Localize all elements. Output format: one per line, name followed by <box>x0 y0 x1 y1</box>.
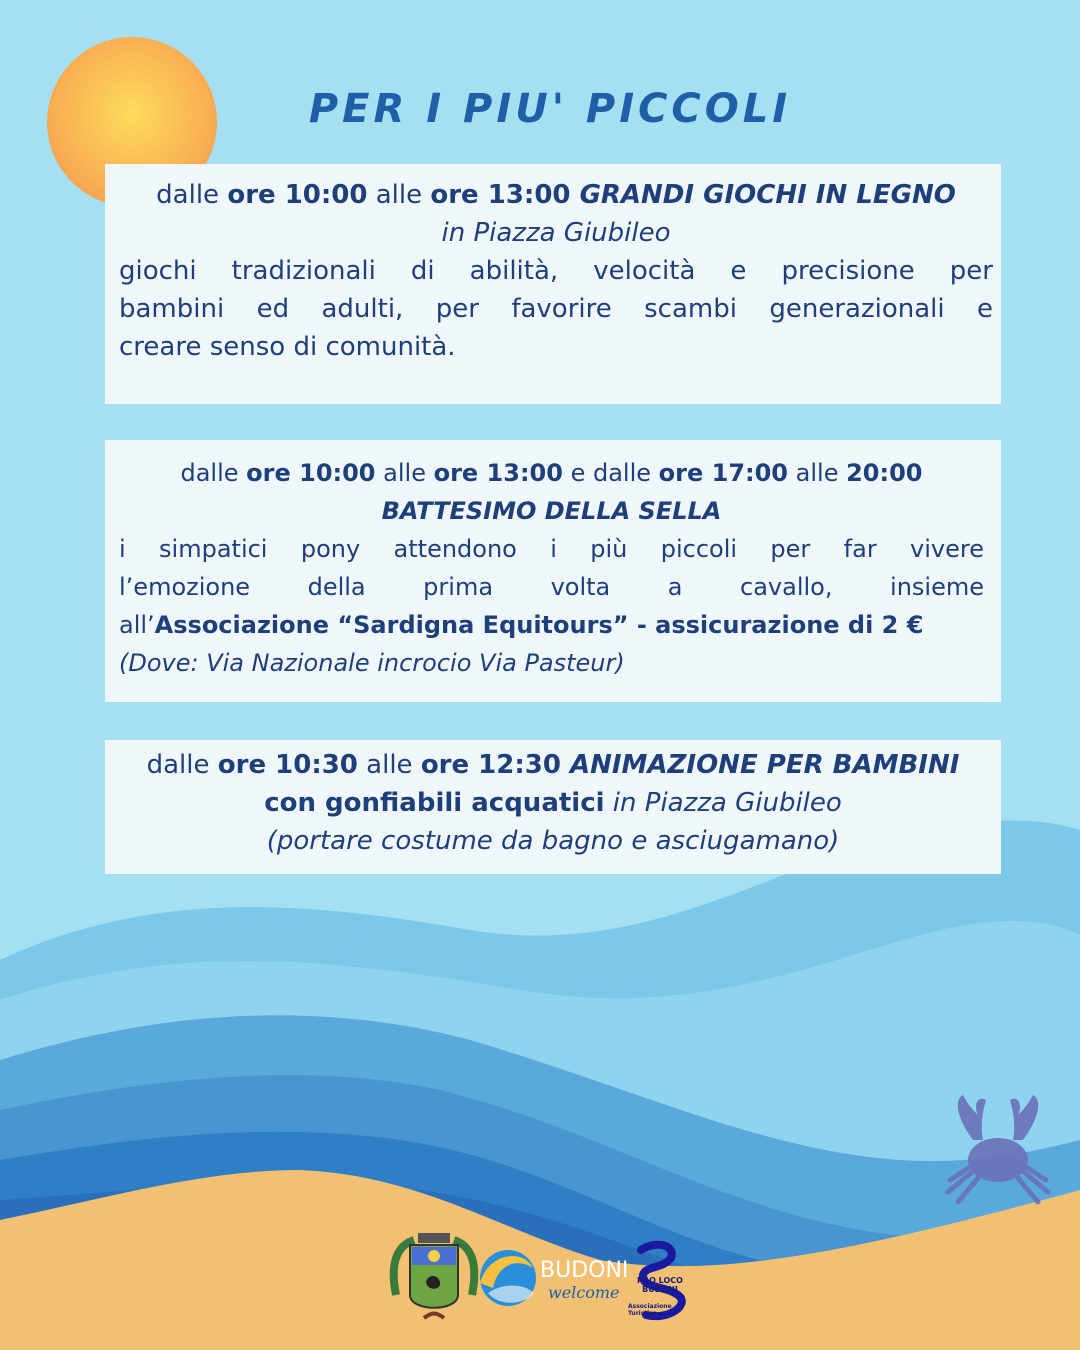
wave-logo-icon <box>480 1250 536 1306</box>
event-1-time-line: dalle ore 10:00 alle ore 13:00 GRANDI GIOCHI IN LEGNO <box>156 180 956 210</box>
page-title: PER I PIU' PICCOLI <box>308 86 792 132</box>
proloco-logo-subtext: Associazione Turistica <box>628 1303 672 1317</box>
event-2-desc-2: l’emozione della prima volta a cavallo, insieme <box>119 573 984 601</box>
event-2-time-line: dalle ore 10:00 alle ore 13:00 e dalle ore 17:00 alle 20:00 <box>180 459 923 487</box>
event-2-desc-1: i simpatici pony attendono i più piccoli per far vivere <box>119 535 984 563</box>
event-2-desc-3: all’Associazione “Sardigna Equitours” - assicurazione di 2 € <box>119 611 924 639</box>
event-3-note: (portare costume da bagno e asciugamano) <box>266 826 840 856</box>
event-1-desc-2: bambini ed adulti, per favorire scambi generazionali e <box>119 294 993 324</box>
event-3-place: con gonfiabili acquatici in Piazza Giubileo <box>264 788 842 818</box>
proloco-logo-text: PRO LOCO BUDONI <box>637 1276 683 1294</box>
event-3-time-line: dalle ore 10:30 alle ore 12:30 ANIMAZIONE PER BAMBINI <box>146 750 960 780</box>
event-1-desc-3: creare senso di comunità. <box>119 332 456 362</box>
event-card-3 <box>105 740 1001 874</box>
event-card-1 <box>105 164 1001 404</box>
budoni-logo-subtext: welcome <box>548 1283 620 1302</box>
event-1-place: in Piazza Giubileo <box>441 218 671 248</box>
budoni-logo-text: BUDONI <box>540 1258 629 1283</box>
event-card-2 <box>105 440 1001 702</box>
event-2-where: (Dove: Via Nazionale incrocio Via Pasteur) <box>119 649 625 677</box>
event-1-desc-1: giochi tradizionali di abilità, velocità e precisione per <box>119 256 993 286</box>
event-2-name: BATTESIMO DELLA SELLA <box>381 497 722 525</box>
